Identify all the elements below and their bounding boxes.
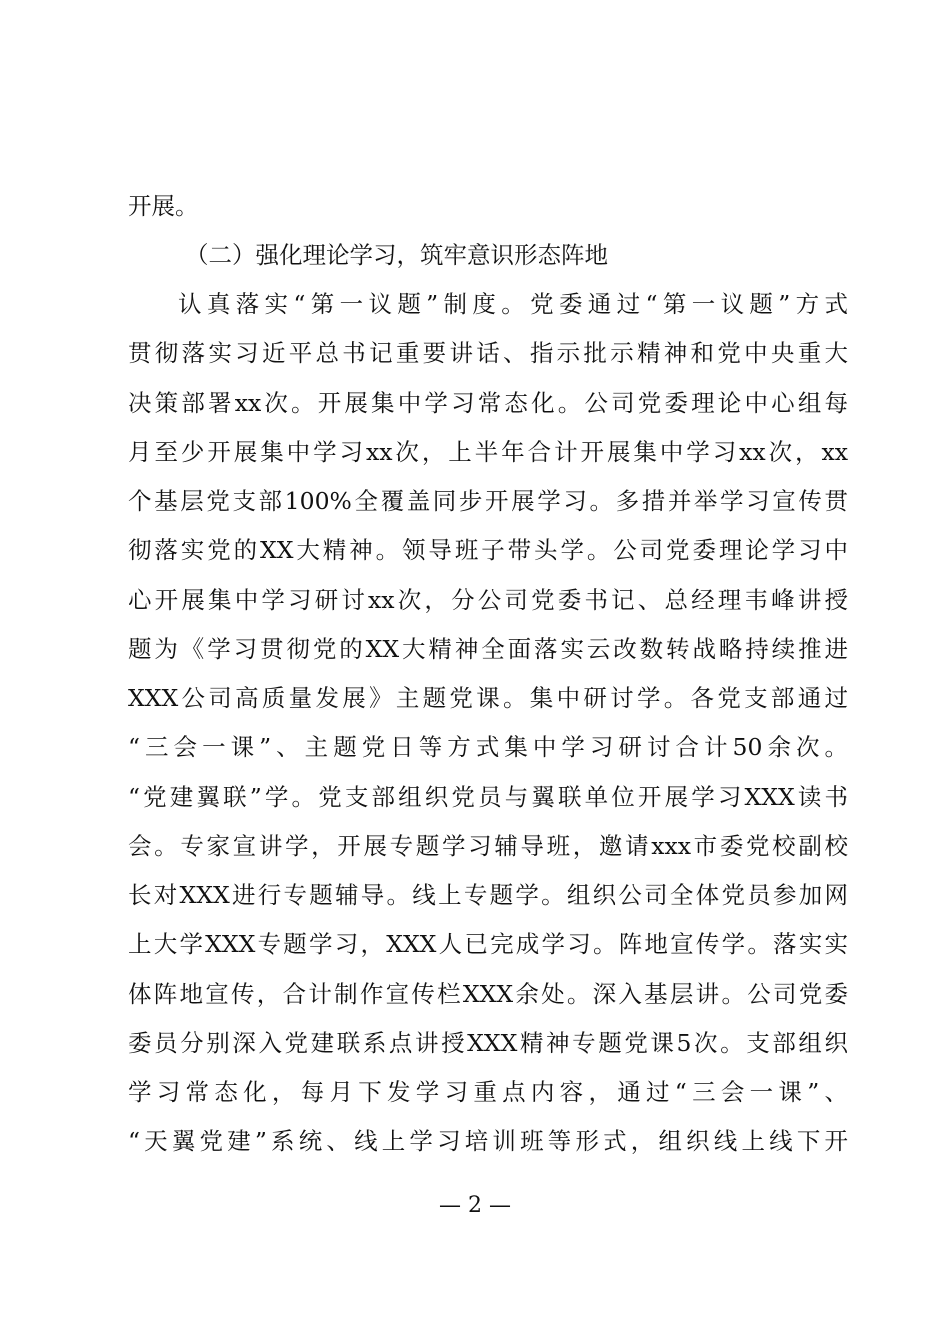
- text-line-7: 个基层党支部100%全覆盖同步开展学习。多措并举学习宣传贯: [128, 487, 848, 515]
- text-line-11: XXX公司高质量发展》主题党课。集中研讨学。各党支部通过: [128, 684, 848, 712]
- section-heading: （二）强化理论学习，筑牢意识形态阵地: [185, 241, 608, 269]
- text-line-10: 题为《学习贯彻党的XX大精神全面落实云改数转战略持续推进: [128, 635, 848, 663]
- paragraph-first-line: 认真落实“第一议题”制度。党委通过“第一议题”方式: [178, 290, 848, 318]
- text-line-20: “天翼党建”系统、线上学习培训班等形式，组织线上线下开: [128, 1127, 848, 1155]
- text-line-17: 体阵地宣传，合计制作宣传栏XXX余处。深入基层讲。公司党委: [128, 980, 848, 1008]
- text-line-4: 贯彻落实习近平总书记重要讲话、指示批示精神和党中央重大: [128, 339, 848, 367]
- text-line-16: 上大学XXX专题学习，XXX人已完成学习。阵地宣传学。落实实: [128, 930, 848, 958]
- text-line-19: 学习常态化，每月下发学习重点内容，通过“三会一课”、: [128, 1078, 848, 1106]
- text-line-8: 彻落实党的XX大精神。领导班子带头学。公司党委理论学习中: [128, 536, 848, 564]
- text-line-12: “三会一课”、主题党日等方式集中学习研讨合计50余次。: [128, 733, 848, 761]
- text-line-1: 开展。: [128, 192, 199, 220]
- page-number: — 2 —: [439, 1193, 511, 1218]
- text-line-6: 月至少开展集中学习xx次，上半年合计开展集中学习xx次，xx: [128, 438, 848, 466]
- text-line-5: 决策部署xx次。开展集中学习常态化。公司党委理论中心组每: [128, 389, 848, 417]
- text-line-9: 心开展集中学习研讨xx次，分公司党委书记、总经理韦峰讲授: [128, 586, 848, 614]
- text-line-13: “党建翼联”学。党支部组织党员与翼联单位开展学习XXX读书: [128, 783, 848, 811]
- text-line-18: 委员分别深入党建联系点讲授XXX精神专题党课5次。支部组织: [128, 1029, 848, 1057]
- text-line-14: 会。专家宣讲学，开展专题学习辅导班，邀请xxx市委党校副校: [128, 832, 848, 860]
- text-line-15: 长对XXX进行专题辅导。线上专题学。组织公司全体党员参加网: [128, 881, 848, 909]
